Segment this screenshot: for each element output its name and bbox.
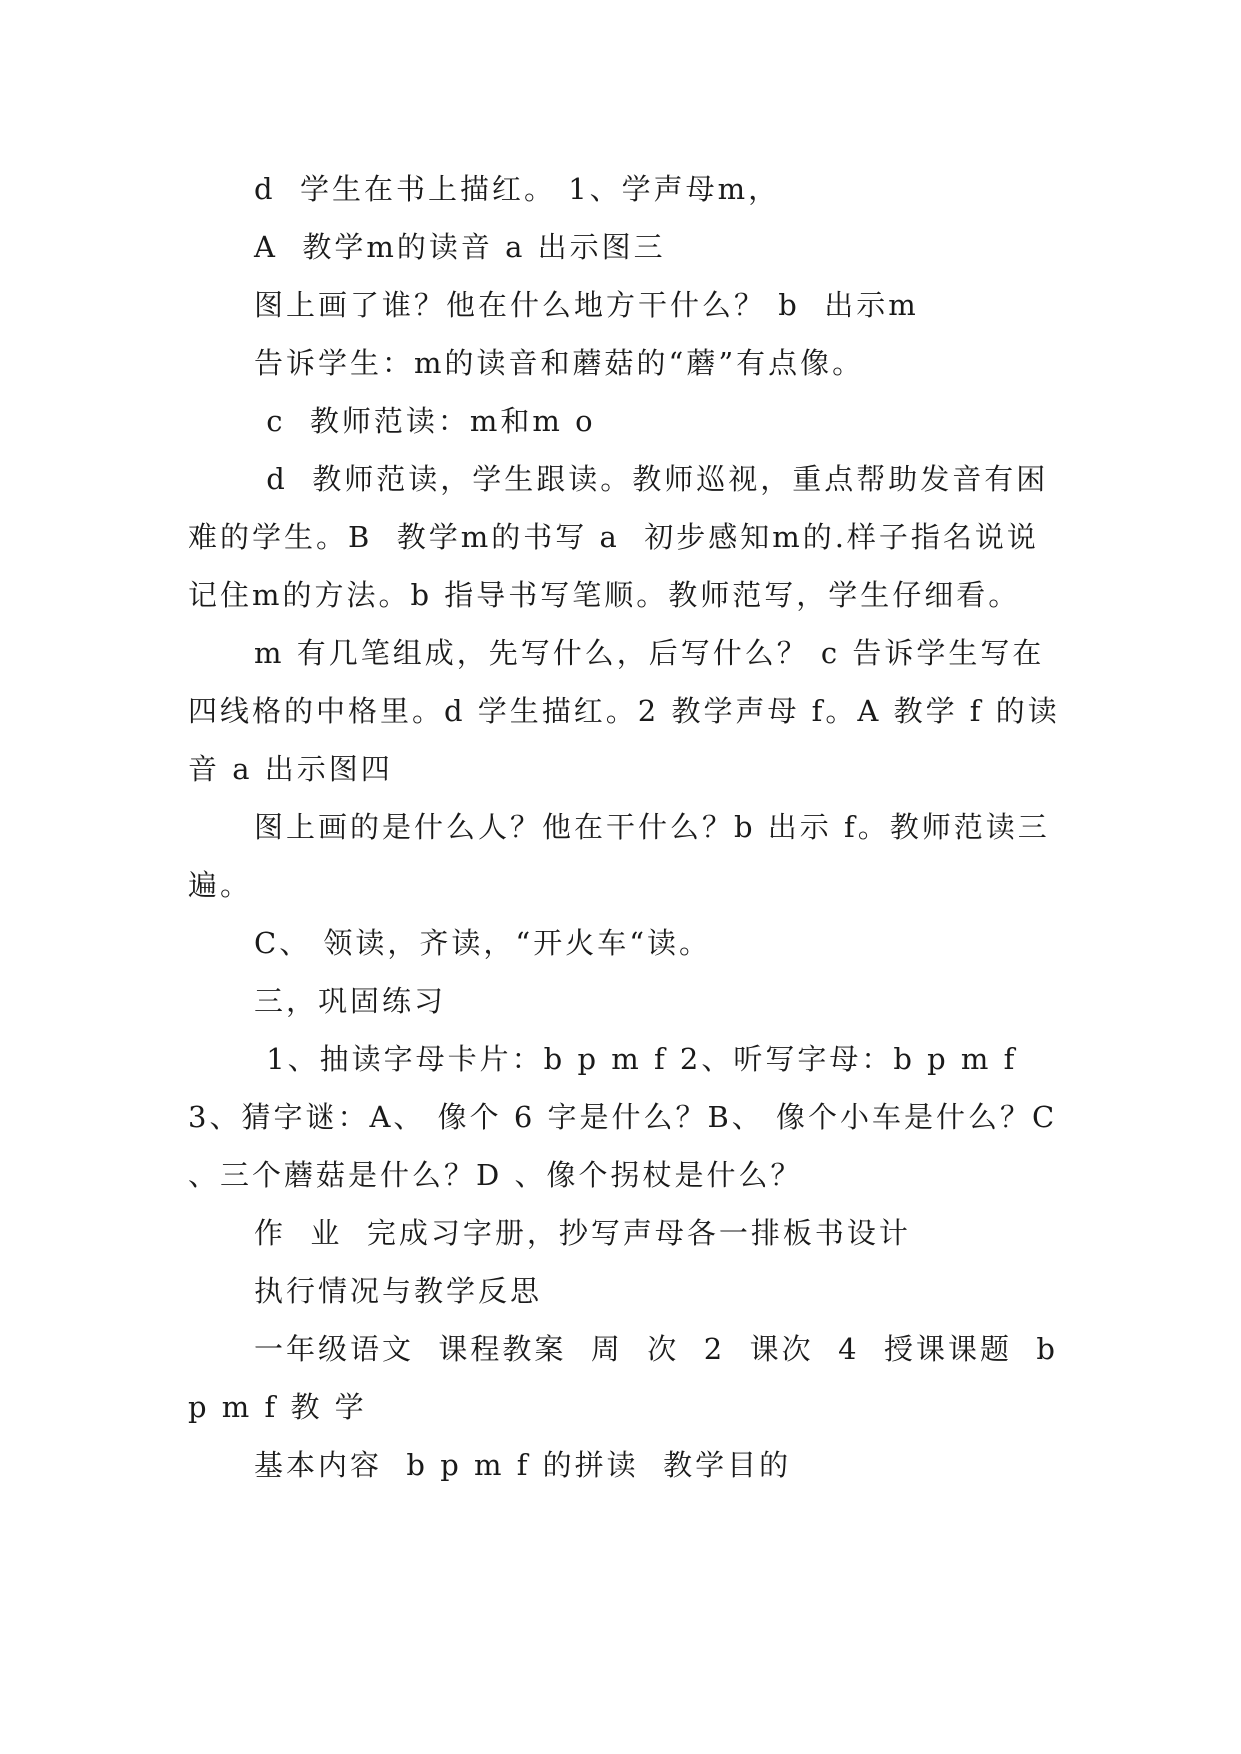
paragraph: C、 领读，齐读，“开火车“读。 — [254, 926, 712, 960]
paragraph: 告诉学生：m的读音和蘑菇的“蘑”有点像。 — [254, 346, 865, 380]
paragraph: 执行情况与教学反思 — [254, 1274, 543, 1308]
section-heading: 三，巩固练习 — [254, 984, 447, 1018]
paragraph: m 有几笔组成，先写什么，后写什么？ c 告诉学生写在四线格的中格里。d 学生描红。2 教学声母 f。A 教学 f 的读音 a 出示图四 — [188, 636, 1060, 786]
paragraph: c 教师范读：m和m o — [254, 404, 596, 438]
paragraph: 图上画的是什么人？他在干什么？b 出示 f。教师范读三遍。 — [188, 810, 1050, 902]
paragraph: 作 业 完成习字册，抄写声母各一排板书设计 — [254, 1216, 911, 1250]
paragraph: 图上画了谁？他在什么地方干什么？ b 出示m — [254, 288, 919, 322]
document-body — [188, 160, 1071, 1494]
paragraph: d 学生在书上描红。 1、学声母m， — [254, 172, 781, 206]
paragraph: d 教师范读，学生跟读。教师巡视，重点帮助发音有困难的学生。B 教学m的书写 a 初步感知m的.样子指名说说记住m的方法。b 指导书写笔顺。教师范写，学生仔细看。 — [188, 462, 1049, 612]
paragraph: 一年级语文 课程教案 周 次 2 课次 4 授课课题 b p m f 教 学 — [188, 1332, 1071, 1424]
paragraph: 1、抽读字母卡片：b p m f 2、听写字母：b p m f 3、猜字谜：A、 像个 6 字是什么？B、 像个小车是什么？C 、三个蘑菇是什么？D 、像个拐杖是什么？ — [188, 1042, 1070, 1192]
paragraph: A 教学m的读音 a 出示图三 — [254, 230, 666, 264]
paragraph: 基本内容 b p m f 的拼读 教学目的 — [254, 1448, 792, 1482]
